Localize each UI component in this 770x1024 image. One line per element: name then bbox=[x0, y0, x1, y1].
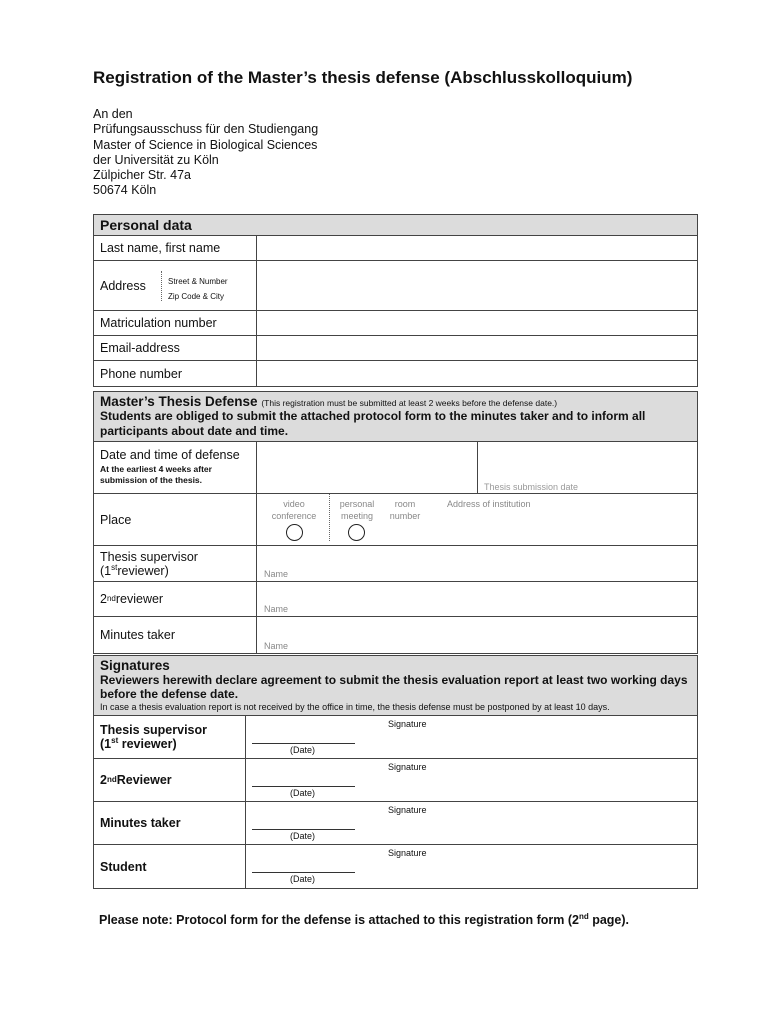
address-line: An den bbox=[93, 107, 133, 121]
signature-row-minutes bbox=[94, 802, 697, 845]
supervisor-row: Thesis supervisor (1streviewer) Name bbox=[94, 546, 697, 582]
zip-label: Zip Code & City bbox=[168, 291, 225, 301]
signatures-note: In case a thesis evaluation report is not received by the office in time, the thesis defense must be postponed by at least 10 days. bbox=[100, 702, 610, 712]
date-note: At the earliest 4 weeks after submission of the thesis. bbox=[100, 464, 212, 485]
room-number-hint: room number bbox=[389, 499, 421, 521]
place-row bbox=[94, 494, 697, 546]
student-label: Student bbox=[94, 845, 246, 888]
minutes-signature-field[interactable] bbox=[246, 802, 697, 844]
phone-label: Phone number bbox=[94, 361, 257, 386]
signature-row-student bbox=[94, 845, 697, 888]
section-title: Master’s Thesis Defense bbox=[100, 394, 258, 409]
supervisor-field[interactable] bbox=[257, 546, 697, 581]
supervisor-label: Thesis supervisor bbox=[100, 723, 207, 737]
date-line bbox=[252, 829, 355, 830]
submission-date-hint: Thesis submission date bbox=[484, 482, 579, 492]
email-field[interactable] bbox=[257, 336, 697, 360]
recipient-address bbox=[93, 107, 318, 199]
video-conference-radio[interactable] bbox=[286, 524, 303, 541]
name-hint: Name bbox=[264, 641, 289, 651]
second-reviewer-label: 2 nd reviewer bbox=[94, 582, 257, 616]
address-line: 50674 Köln bbox=[93, 183, 157, 198]
date-label: (Date) bbox=[290, 831, 316, 841]
date-label: (Date) bbox=[290, 874, 316, 884]
reviewer-label: 2 nd Reviewer bbox=[94, 759, 246, 801]
date-line bbox=[252, 786, 355, 787]
page-title: Registration of the Master’s thesis defense (Abschlusskolloquium) bbox=[93, 68, 633, 87]
date-field[interactable] bbox=[257, 442, 697, 493]
signature-label: Signature bbox=[388, 848, 427, 858]
street-label: Street & Number bbox=[168, 276, 228, 286]
second-reviewer-row bbox=[94, 582, 697, 617]
minutes-taker-label: Minutes taker bbox=[94, 617, 257, 653]
matriculation-row bbox=[94, 311, 697, 336]
signature-row-reviewer bbox=[94, 759, 697, 802]
student-signature-field[interactable] bbox=[246, 845, 697, 888]
date-label: (Date) bbox=[290, 745, 316, 755]
supervisor-signature-field[interactable] bbox=[246, 716, 697, 758]
name-hint: Name bbox=[264, 604, 289, 614]
name-label: Last name, first name bbox=[94, 236, 257, 260]
signature-row-supervisor: Thesis supervisor (1st reviewer) Signature (Date) bbox=[94, 716, 697, 759]
second-reviewer-field[interactable] bbox=[257, 582, 697, 616]
matriculation-field[interactable] bbox=[257, 311, 697, 335]
defense-table bbox=[93, 391, 698, 654]
header-note: (This registration must be submitted at least 2 weeks before the defense date.) bbox=[261, 398, 558, 408]
name-field[interactable] bbox=[257, 236, 697, 260]
matriculation-label: Matriculation number bbox=[94, 311, 257, 335]
defense-header bbox=[94, 392, 697, 442]
email-label: Email-address bbox=[94, 336, 257, 360]
signatures-instruction: Reviewers herewith declare agreement to submit the thesis evaluation report at least two working days before the defense date. bbox=[100, 673, 688, 701]
footer-note: Please note: Protocol form for the defense is attached to this registration form (2nd page). bbox=[99, 911, 630, 927]
reviewer-signature-field[interactable] bbox=[246, 759, 697, 801]
date-line bbox=[252, 872, 355, 873]
personal-data-table bbox=[93, 214, 698, 387]
place-label: Place bbox=[94, 494, 257, 545]
video-conference-option: video conference bbox=[271, 499, 317, 521]
name-row bbox=[94, 236, 697, 261]
address-field[interactable] bbox=[257, 261, 697, 310]
institution-address-hint: Address of institution bbox=[447, 499, 531, 509]
signature-label: Signature bbox=[388, 762, 427, 772]
section-title: Personal data bbox=[100, 217, 192, 233]
section-title: Signatures bbox=[100, 658, 170, 673]
minutes-taker-label: Minutes taker bbox=[94, 802, 246, 844]
phone-field[interactable] bbox=[257, 361, 697, 386]
address-line: der Universität zu Köln bbox=[93, 152, 219, 167]
date-row bbox=[94, 442, 697, 494]
personal-data-header bbox=[94, 215, 697, 236]
divider bbox=[477, 442, 478, 493]
divider bbox=[329, 494, 330, 541]
personal-meeting-option: personal meeting bbox=[339, 499, 375, 521]
signatures-header bbox=[94, 656, 697, 716]
date-label: (Date) bbox=[290, 788, 316, 798]
minutes-taker-row bbox=[94, 617, 697, 653]
address-label: Address bbox=[100, 278, 146, 293]
email-row bbox=[94, 336, 697, 361]
personal-meeting-radio[interactable] bbox=[348, 524, 365, 541]
signature-label: Signature bbox=[388, 805, 427, 815]
minutes-taker-field[interactable] bbox=[257, 617, 697, 653]
name-hint: Name bbox=[264, 569, 289, 579]
date-line bbox=[252, 743, 355, 744]
address-line: Master of Science in Biological Sciences bbox=[93, 137, 318, 152]
supervisor-label: Thesis supervisor bbox=[100, 549, 198, 564]
signatures-table bbox=[93, 655, 698, 889]
address-line: Prüfungsausschuss für den Studiengang bbox=[93, 122, 319, 137]
defense-instruction: Students are obliged to submit the attached protocol form to the minutes taker and to inform all participants about date and time. bbox=[100, 409, 646, 438]
address-row bbox=[94, 261, 697, 311]
phone-row bbox=[94, 361, 697, 386]
address-line: Zülpicher Str. 47a bbox=[93, 168, 191, 183]
date-label: Date and time of defense bbox=[100, 448, 240, 462]
signature-label: Signature bbox=[388, 719, 427, 729]
